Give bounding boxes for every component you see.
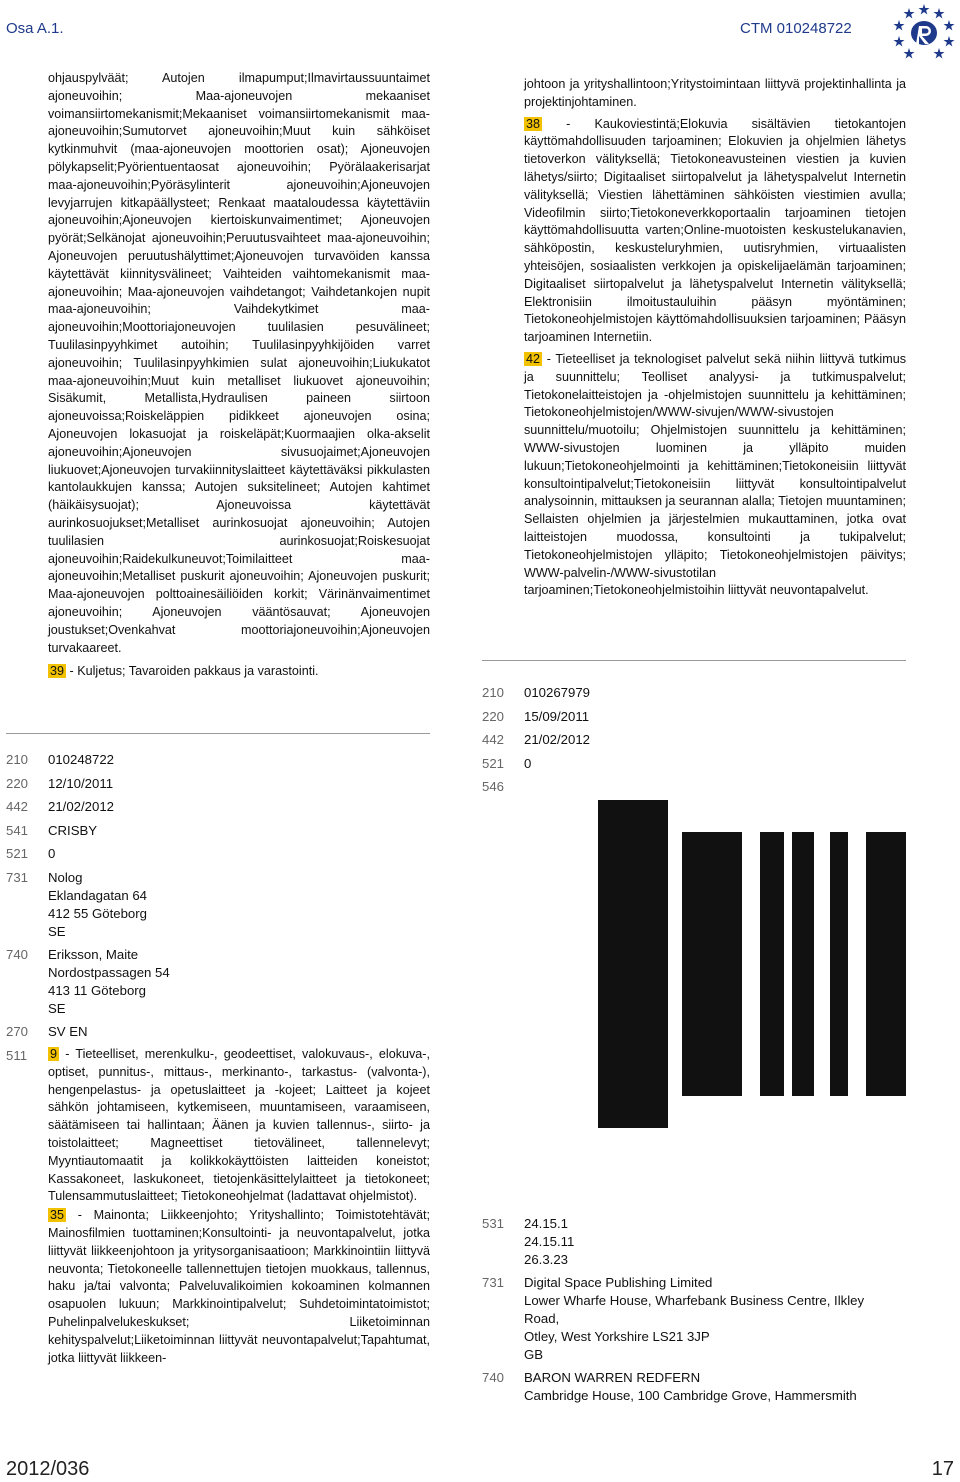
right-application-number: 010267979 xyxy=(524,685,591,700)
right-field-731: 731 Digital Space Publishing Limited Lower Wharfe House, Wharfebank Business Centre, Ilkley Road, Otley, West Yorkshire LS21 3JP GB xyxy=(482,1271,922,1366)
ctm-number: CTM 010248722 xyxy=(740,20,852,37)
right-divider xyxy=(482,660,906,661)
left-column xyxy=(48,70,430,681)
class-35-text: - Mainonta; Liikkeenjohto; Yrityshallinto; Toimistotehtävät; Mainosfilmien tuottaminen;Konsultointi- ja neuvontapalvelut, jotka liittyvät liikkeenjohtoon ja yritysorganisaatioon; Markkinointiin liittyvä neuvonta; Tietokoneelle tallennettujen tietojen muokkaus, tallennus, haku ja/tai valvonta; Palveluvalikoimien kokoaminen kolmannen osapuolen lukuun; Markkinointipalvelut; Suhdetoimintatoimistot; Puhelinpalvelukeskukset; Liiketoiminnan kehityspalvelut;Liiketoiminnan liittyvät neuvontapalvelut;Tapahtumat, jotka liittyvät liikkeen- xyxy=(48,1208,431,1365)
right-field-220: 220 15/09/2011 xyxy=(482,705,912,729)
right-representative: BARON WARREN REDFERN Cambridge House, 100 Cambridge Grove, Hammersmith xyxy=(524,1370,857,1403)
right-field-546: 546 xyxy=(482,779,505,795)
class-35-number: 35 xyxy=(50,1208,65,1223)
field-220: 220 12/10/2011 xyxy=(6,772,430,796)
right-field-210: 210 010267979 xyxy=(482,681,912,705)
field-541: 541 CRISBY xyxy=(6,819,430,843)
left-divider xyxy=(6,733,430,734)
field-210: 210 010248722 xyxy=(6,748,430,772)
right-field-531: 531 24.15.1 24.15.11 26.3.23 xyxy=(482,1212,922,1271)
word-mark: CRISBY xyxy=(48,822,98,838)
field-521-value: 0 xyxy=(48,846,56,862)
field-740: 740 Eriksson, Maite Nordostpassagen 54 413 11 Göteborg SE xyxy=(6,943,430,1020)
class-9-text: - Tieteelliset, merenkulku-, geodeettiset, valokuvaus-, elokuva-, optiset, punnitus-, mittaus-, merkinanto-, tarkastus- (valvonta-), hengenpelastus- ja opetuslaitteet ja -kojeet; Laitteet ja kojeet sähkön johtamiseen, kytkemiseen, muuntamiseen, varaamiseen, säätämiseen tai hallintaan; Äänen ja kuvien tallennus-, siirto- ja toistolaitteet; Magneettiset tietovälineet, tallennelevyt; Myyntiautomaatit ja kolikkokäyttöisten laitteiden koneistot; Kassakoneet, laskukoneet, tietojenkäsittelylaitteet ja tietokoneet; Tulensammutuslaitteet; Tietokoneohjelmat (ladattavat ohjelmistot). xyxy=(48,1047,430,1204)
left-classes xyxy=(48,1046,430,1367)
field-731: 731 Nolog Eklandagatan 64 412 55 Göteborg SE xyxy=(6,866,430,943)
figurative-mark-image xyxy=(598,800,906,1128)
applicant: Nolog Eklandagatan 64 412 55 Göteborg SE xyxy=(48,869,147,939)
application-number: 010248722 xyxy=(48,752,115,767)
page-header xyxy=(0,0,960,62)
right-field-521: 521 0 xyxy=(482,752,912,776)
right-column xyxy=(524,76,906,600)
class-39-text: - Kuljetus; Tavaroiden pakkaus ja varastointi. xyxy=(69,664,319,679)
publication-date: 21/02/2012 xyxy=(48,799,115,815)
right-applicant: Digital Space Publishing Limited Lower Wharfe House, Wharfebank Business Centre, Ilkley Road, Otley, West Yorkshire LS21 3JP GB xyxy=(524,1275,865,1362)
class-42-number: 42 xyxy=(526,351,541,366)
representative: Eriksson, Maite Nordostpassagen 54 413 11 Göteborg SE xyxy=(48,946,170,1016)
right-record xyxy=(482,681,912,799)
class-39-entry xyxy=(48,663,430,681)
class-39-number: 39 xyxy=(50,664,65,679)
right-publication-date: 21/02/2012 xyxy=(524,732,591,748)
languages: SV EN xyxy=(48,1023,88,1039)
right-filing-date: 15/09/2011 xyxy=(524,708,590,724)
right-top-text: johtoon ja yrityshallintoon;Yritystoimintaan liittyvä projektinhallinta ja projektinjohtaminen. xyxy=(524,77,906,109)
right-field-740: 740 BARON WARREN REDFERN Cambridge House, 100 Cambridge Grove, Hammersmith xyxy=(482,1366,922,1407)
issue-number: 2012/036 xyxy=(6,1458,90,1480)
vienna-classification: 24.15.1 24.15.11 26.3.23 xyxy=(524,1216,575,1267)
field-270: 270 SV EN xyxy=(6,1020,430,1044)
class-35-entry xyxy=(48,1207,430,1367)
left-top-goods-text: ohjauspylväät; Autojen ilmapumput;Ilmavirtaussuuntaimet ajoneuvoihin; Maa-ajoneuvojen mekaaniset voimansiirtomekanismit;Mekaaniset voimansiirtomekanismit maa-ajoneuvoihin;Sumutorvet ajoneuvoihin;Muut kuin sähköiset kytkinmuhvit (maa-ajoneuvojen moottorien osat); Ajoneuvojen pölykapselit;Pyörientuentaosat ajoneuvoihin; Pyörälaakerisarjat maa-ajoneuvoihin;Pyöräsylinterit ajoneuvoihin;Ajoneuvojen levyjarrujen kitkapäällysteet; Renkaat maataloudessa käytettäviin ajoneuvoihin;Ajoneuvojen kiertoiskunvaimentimet; Ajoneuvojen pyörät;Selkänojat ajoneuvoihin;Peruutusvaihteet maa-ajoneuvoihin; Ajoneuvojen peruutushälyttimet;Ajoneuvojen turvavöiden kanssa käytettävät kiinnitysvälineet; Vaihteiden vaihtomekanismit maa-ajoneuvoihin; Maa-ajoneuvojen vaihdetangot; Vaihdetankojen nupit maa-ajoneuvoihin; Vaihdekytkimet maa-ajoneuvoihin;Moottoriajoneuvojen tuulilasien pesuvälineet; Tuulilasinpyyhkimet autoihin; Tuulilasinpyyhkijöiden varret ajoneuvoihin; Tuulilasinpyyhkimien sulat ajoneuvoihin;Liukukatot maa-ajoneuvoihin;Muut kuin metalliset liukuovet ajoneuvoihin; Sisäkumit, Metallista,Hydraulisen paineen siirtoon ajoneuvoissa;Roiskeläppien pidikkeet ajoneuvojen osina; Ajoneuvojen lokasuojat ja roiskeläpät;Kuormaajien olka-akselit ajoneuvoihin;Ajoneuvojen sivusuojaimet;Ajoneuvojen liukuovet;Ajoneuvojen turvakiinnityslaitteet käytettäväksi pikkulasten kantolaukkujen kanssa; Autojen suksitelineet; Autojen kahtimet (häikäisysuojat); Ajoneuvoissa käytettävät aurinkosuojukset;Metalliset aurinkosuojat ajoneuvoihin; Autojen tuulilasien aurinkosuojat;Roiskesuojat ajoneuvoihin;Raidekulkuneuvot;Toimilaitteet maa-ajoneuvoihin;Metalliset puskurit ajoneuvoihin; Ajoneuvojen puskurit; Maa-ajoneuvojen polttoainesäiliöiden korkit; Värinänvaimentimet ajoneuvoihin; Ajoneuvojen vääntösauvat; Ajoneuvojen joustukset;Ovenkahvat moottoriajoneuvoihin;Ajoneuvojen turvakaareet. xyxy=(48,71,430,655)
class-42-text: - Tieteelliset ja teknologiset palvelut sekä niihin liittyvä tutkimus ja suunnittelu; Teolliset analyysi- ja tutkimuspalvelut; Tietokonelaitteistojen ja -ohjelmistojen suunnittelu ja kehittäminen; Tietokoneohjelmistojen/WWW-sivujen/WWW-sivustojen suunnittelu/muotoilu; Ohjelmistojen suunnittelu ja kehittäminen; WWW-sivustojen luominen ja ylläpito muiden lukuun;Tietokoneohjelmointi ja kehittäminen;Tietokoneisiin liittyvät konsultointipalvelut;Tietokoneisiin liittyvät konsultointipalvelut analysoinnin, mittauksen ja seurannan alalla; Tietojen muuntaminen; Sellaisten ohjelmien ja järjestelmien mukauttaminen, jotka ovat laitteistojen muodossa, konsultointi ja tukipalvelut; Tietokoneohjelmistojen ylläpito; Tietokoneohjelmistojen päivitys; WWW-palvelin-/WWW-sivustotilan tarjoaminen;Tietokoneohjelmistoihin liittyvät neuvontapalvelut. xyxy=(524,351,906,598)
field-521: 521 0 xyxy=(6,842,430,866)
filing-date: 12/10/2011 xyxy=(48,775,114,791)
field-442: 442 21/02/2012 xyxy=(6,795,430,819)
class-38-number: 38 xyxy=(526,116,541,131)
right-field-442: 442 21/02/2012 xyxy=(482,728,912,752)
left-record xyxy=(6,748,430,1067)
class-9-number: 9 xyxy=(50,1047,58,1061)
class-9-entry xyxy=(48,1046,430,1206)
page-number: 17 xyxy=(931,1458,954,1480)
right-field-521-value: 0 xyxy=(524,755,532,771)
class-38-entry xyxy=(524,116,906,347)
class-38-text: - Kaukoviestintä;Elokuvia sisältävien tietokantojen käyttömahdollisuuden tarjoaminen; Elokuvien ja ohjelmien lähetys tietoverkon välityksellä; Tietokoneavusteinen viestien ja kuvien lähetys/siirto; Digitaaliset siirtopalvelut ja lähetyspalvelut Internetin välityksellä; Viestien lähettäminen sähköisten viestimien avulla; Videofilmin siirto;Tietokoneverkkoportaalin tarjoaminen tietojen käyttömahdollisuutta varten;Online-muotoisten keskustelukanavien, sähköpostin, keskusteluryhmien, uutisryhmien, virtuaalisten yhteisöjen, sosiaalisten verkkojen ja opiskelijaelämän tarjoaminen; Digitaaliset siirtopalvelut ja lähetyspalvelut Internetin välityksellä; Elektronisiin ilmoitustauluihin pääsyn myöntäminen; Tietokoneohjelmistojen käyttömahdollisuuksien tarjoaminen; Pääsyn tarjoaminen Internetiin. xyxy=(524,116,906,345)
eu-stars-r-logo-icon xyxy=(892,2,956,62)
field-511: 511 xyxy=(6,1047,28,1063)
section-label: Osa A.1. xyxy=(6,20,64,37)
right-record-bottom xyxy=(482,1212,922,1407)
class-42-entry xyxy=(524,351,906,600)
